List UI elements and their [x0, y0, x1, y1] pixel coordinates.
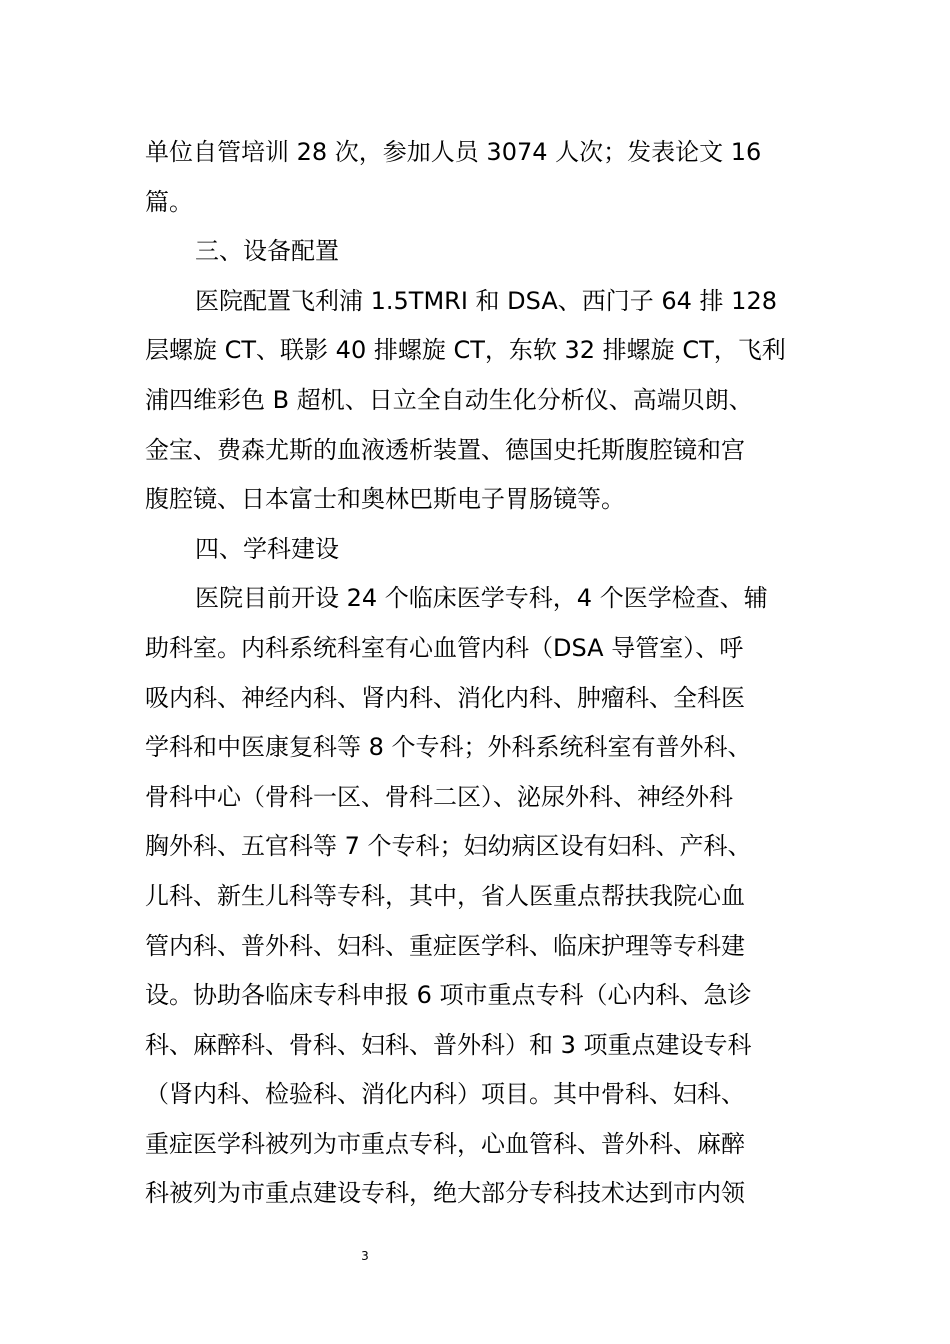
text-line: 单位自管培训 28 次，参加人员 3074 人次；发表论文 16	[145, 138, 762, 166]
text-line: 浦四维彩色 B 超机、日立全自动生化分析仪、高端贝朗、	[145, 385, 753, 414]
text-line: 学科和中医康复科等 8 个专科；外科系统科室有普外科、	[145, 733, 752, 762]
text-line: 四、学科建设	[195, 534, 339, 563]
body-text	[145, 128, 807, 1219]
text-line: 篇。	[145, 187, 193, 216]
text-line: 科被列为市重点建设专科，绝大部分专科技术达到市内领	[145, 1179, 745, 1208]
text-line: 科、麻醉科、骨科、妇科、普外科）和 3 项重点建设专科	[145, 1030, 752, 1059]
text-line: 儿科、新生儿科等专科，其中，省人医重点帮扶我院心血	[145, 881, 745, 910]
text-line: 胸外科、五官科等 7 个专科；妇幼病区设有妇科、产科、	[145, 832, 752, 861]
text-line: 金宝、费森尤斯的血液透析装置、德国史托斯腹腔镜和宫	[145, 435, 745, 464]
text-line: （肾内科、检验科、消化内科）项目。其中骨科、妇科、	[145, 1080, 745, 1109]
text-line: 腹腔镜、日本富士和奥林巴斯电子胃肠镜等。	[145, 485, 625, 514]
text-line: 设。协助各临床专科申报 6 项市重点专科（心内科、急诊	[145, 981, 752, 1010]
text-line: 重症医学科被列为市重点专科，心血管科、普外科、麻醉	[145, 1129, 745, 1158]
text-line: 医院配置飞利浦 1.5TMRI 和 DSA、西门子 64 排 128	[195, 286, 777, 315]
text-line: 管内科、普外科、妇科、重症医学科、临床护理等专科建	[145, 931, 745, 960]
text-line: 吸内科、神经内科、肾内科、消化内科、肿瘤科、全科医	[145, 683, 745, 712]
text-line: 医院目前开设 24 个临床医学专科，4 个医学检查、辅	[195, 584, 768, 613]
text-line: 三、设备配置	[195, 237, 339, 266]
text-line: 层螺旋 CT、联影 40 排螺旋 CT，东软 32 排螺旋 CT，飞利	[145, 336, 786, 365]
text-line: 骨科中心（骨科一区、骨科二区）、泌尿外科、神经外科	[145, 782, 733, 811]
page-number: 3	[361, 1249, 369, 1263]
text-line: 助科室。内科系统科室有心血管内科（DSA 导管室）、呼	[145, 633, 744, 662]
